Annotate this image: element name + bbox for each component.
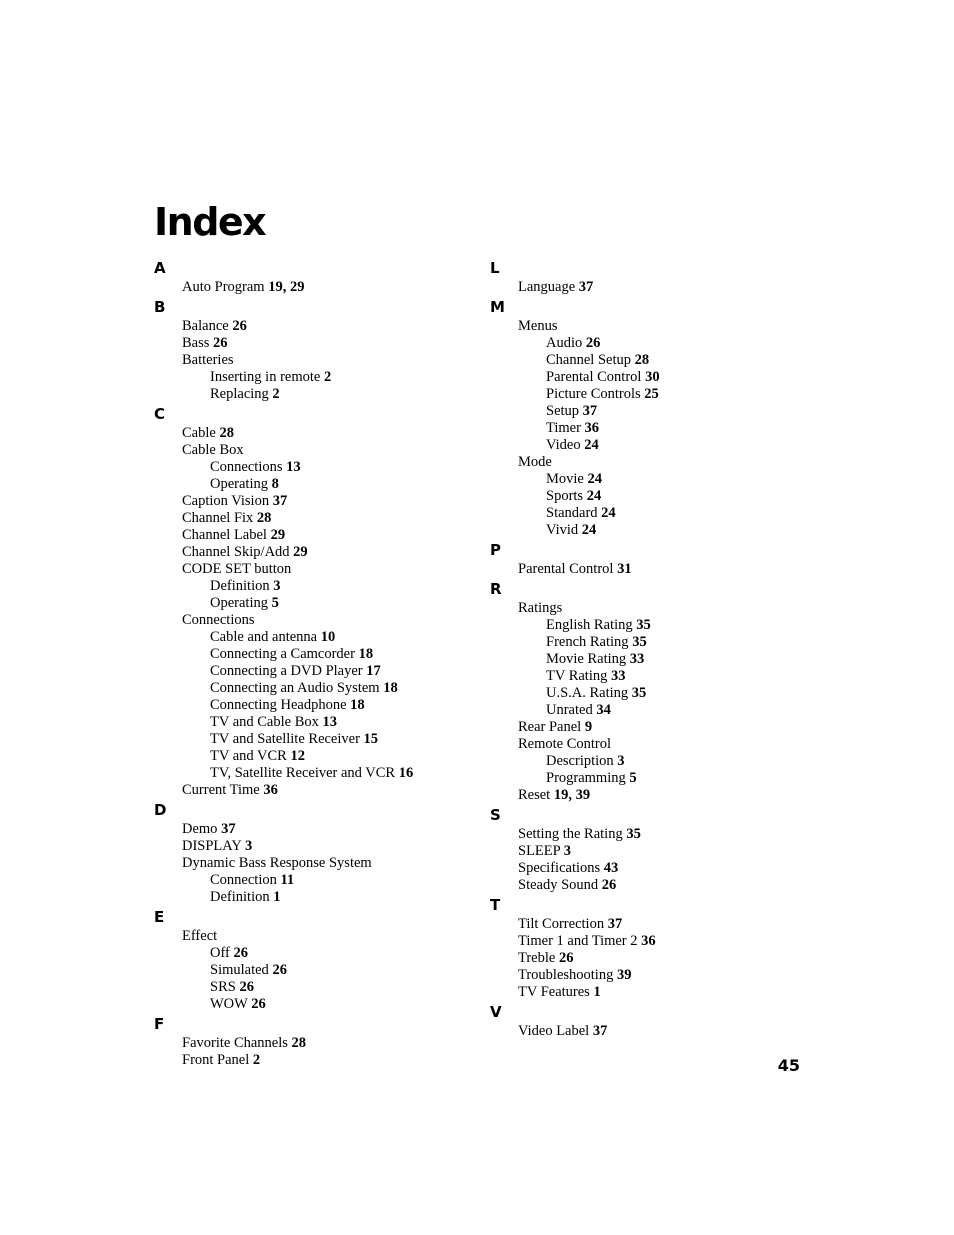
index-entry — [490, 916, 790, 933]
index-subentry — [490, 668, 790, 685]
section-gap — [154, 1069, 454, 1070]
entry-term: TV and Cable Box — [210, 714, 319, 730]
entry-term: Connection — [210, 872, 277, 888]
section-letter: T — [490, 896, 501, 914]
entry-page-ref: 26 — [232, 318, 247, 334]
section-letter: M — [490, 298, 505, 316]
index-entry — [154, 425, 454, 442]
entry-page-ref: 18 — [383, 680, 398, 696]
entry-page-ref: 16 — [398, 765, 414, 781]
entry-page-ref: 1 — [273, 889, 281, 905]
index-entry — [490, 950, 790, 967]
entry-term: Simulated — [210, 962, 269, 978]
index-subentry — [490, 471, 790, 488]
index-subentry — [154, 476, 454, 493]
index-entry — [490, 454, 790, 471]
entry-term: DISPLAY — [182, 838, 242, 854]
index-subentry — [490, 651, 790, 668]
entry-page-ref: 37 — [272, 493, 288, 509]
entry-page-ref: 13 — [286, 459, 301, 475]
entry-term: Cable and antenna — [210, 629, 318, 645]
index-section-c — [154, 404, 454, 800]
index-subentry — [154, 629, 454, 646]
entry-term: Video Label — [518, 1023, 590, 1039]
entry-term: Channel Fix — [182, 510, 254, 526]
entry-term: English Rating — [546, 617, 633, 633]
entry-term: Programming — [546, 770, 626, 786]
entry-term: TV Features — [518, 984, 590, 1000]
index-section-s — [490, 805, 790, 895]
entry-term: Unrated — [546, 702, 593, 718]
entry-page-ref: 18 — [350, 697, 365, 713]
entry-page-ref: 33 — [629, 651, 645, 667]
entry-term: Dynamic Bass Response System — [182, 855, 372, 871]
entry-page-ref: 37 — [607, 916, 623, 932]
entry-page-ref: 8 — [271, 476, 279, 492]
index-subentry — [490, 770, 790, 787]
entry-term: Movie — [546, 471, 584, 487]
entry-term: Bass — [182, 335, 210, 351]
index-entry — [490, 279, 790, 296]
index-subentry — [490, 369, 790, 386]
section-letter: C — [154, 405, 166, 423]
index-entry — [154, 544, 454, 561]
entry-term: Connecting Headphone — [210, 697, 347, 713]
entry-page-ref: 15 — [363, 731, 379, 747]
entry-page-ref: 2 — [323, 369, 332, 385]
index-subentry — [154, 663, 454, 680]
entry-term: Ratings — [518, 600, 563, 616]
section-gap — [490, 1040, 790, 1041]
index-section-r — [490, 579, 790, 805]
entry-term: Cable Box — [182, 442, 244, 458]
entry-term: Definition — [210, 889, 270, 905]
entry-term: Vivid — [546, 522, 579, 538]
entry-term: U.S.A. Rating — [546, 685, 629, 701]
index-section-v — [490, 1002, 790, 1041]
entry-term: Cable — [182, 425, 216, 441]
index-section-a — [154, 258, 454, 297]
page-number: 45 — [777, 1056, 800, 1075]
index-subentry — [154, 646, 454, 663]
index-section-b — [154, 297, 454, 404]
index-entry — [490, 877, 790, 894]
entry-term: Channel Label — [182, 527, 267, 543]
entry-term: Operating — [210, 595, 268, 611]
index-subentry — [490, 505, 790, 522]
entry-term: Timer — [546, 420, 581, 436]
entry-page-ref: 29 — [270, 527, 286, 543]
entry-page-ref: 34 — [596, 702, 611, 718]
entry-term: Tilt Correction — [518, 916, 605, 932]
index-subentry — [490, 617, 790, 634]
index-subentry — [490, 685, 790, 702]
entry-term: Connecting an Audio System — [210, 680, 380, 696]
entry-term: Connecting a DVD Player — [210, 663, 363, 679]
index-entry — [490, 787, 790, 804]
index-section-p — [490, 540, 790, 579]
index-section-f — [154, 1014, 454, 1070]
entry-term: WOW — [210, 996, 248, 1012]
index-entry — [490, 600, 790, 617]
index-section-m — [490, 297, 790, 540]
entry-term: Definition — [210, 578, 270, 594]
section-letter: F — [154, 1015, 165, 1033]
entry-page-ref: 36 — [584, 420, 600, 436]
index-entry — [490, 860, 790, 877]
entry-term: SRS — [210, 979, 236, 995]
entry-page-ref: 37 — [578, 279, 594, 295]
index-subentry — [154, 748, 454, 765]
entry-page-ref: 35 — [632, 634, 647, 650]
index-subentry — [490, 403, 790, 420]
entry-term: Parental Control — [518, 561, 614, 577]
entry-term: Timer 1 and Timer 2 — [518, 933, 638, 949]
entry-term: Reset — [518, 787, 551, 803]
section-letter: D — [154, 801, 167, 819]
entry-page-ref: 10 — [320, 629, 336, 645]
entry-page-ref: 36 — [263, 782, 278, 798]
entry-term: Specifications — [518, 860, 601, 876]
index-subentry — [490, 702, 790, 719]
index-section-l — [490, 258, 790, 297]
entry-page-ref: 17 — [366, 663, 381, 679]
entry-page-ref: 13 — [322, 714, 337, 730]
entry-term: SLEEP — [518, 843, 561, 859]
entry-page-ref: 35 — [631, 685, 647, 701]
entry-page-ref: 3 — [617, 753, 625, 769]
entry-page-ref: 33 — [610, 668, 626, 684]
entry-page-ref: 2 — [252, 1052, 261, 1068]
entry-page-ref: 26 — [601, 877, 617, 893]
index-entry — [154, 1035, 454, 1052]
index-subentry — [490, 753, 790, 770]
entry-term: Connections — [182, 612, 255, 628]
index-entry — [154, 612, 454, 629]
index-entry — [154, 493, 454, 510]
entry-page-ref: 28 — [634, 352, 650, 368]
entry-term: TV, Satellite Receiver and VCR — [210, 765, 396, 781]
index-column-right — [490, 258, 790, 1041]
entry-term: Balance — [182, 318, 229, 334]
index-subentry — [154, 459, 454, 476]
entry-page-ref: 36 — [641, 933, 656, 949]
section-letter: V — [490, 1003, 502, 1021]
entry-term: Description — [546, 753, 614, 769]
index-subentry — [490, 335, 790, 352]
entry-page-ref: 35 — [626, 826, 641, 842]
entry-term: TV and VCR — [210, 748, 287, 764]
entry-page-ref: 24 — [586, 488, 602, 504]
section-letter: S — [490, 806, 501, 824]
entry-page-ref: 29 — [293, 544, 308, 560]
entry-page-ref: 12 — [290, 748, 305, 764]
entry-page-ref: 1 — [593, 984, 601, 1000]
entry-page-ref: 35 — [636, 617, 651, 633]
section-letter: B — [154, 298, 166, 316]
index-entry — [490, 1023, 790, 1040]
entry-page-ref: 3 — [563, 843, 572, 859]
entry-term: Replacing — [210, 386, 269, 402]
entry-term: Audio — [546, 335, 583, 351]
index-subentry — [490, 437, 790, 454]
entry-term: Language — [518, 279, 576, 295]
index-subentry — [154, 714, 454, 731]
section-letter: P — [490, 541, 501, 559]
entry-term: Effect — [182, 928, 218, 944]
entry-term: Parental Control — [546, 369, 642, 385]
entry-page-ref: 26 — [213, 335, 228, 351]
section-letter: E — [154, 908, 165, 926]
entry-page-ref: 11 — [280, 872, 295, 888]
entry-page-ref: 18 — [358, 646, 374, 662]
index-entry — [490, 826, 790, 843]
entry-page-ref: 19, 39 — [553, 787, 591, 803]
index-section-e — [154, 907, 454, 1014]
entry-page-ref: 28 — [291, 1035, 307, 1051]
entry-page-ref: 26 — [272, 962, 287, 978]
index-entry — [154, 561, 454, 578]
index-entry — [490, 561, 790, 578]
index-entry — [154, 928, 454, 945]
entry-term: Front Panel — [182, 1052, 250, 1068]
entry-page-ref: 37 — [592, 1023, 608, 1039]
entry-page-ref: 37 — [221, 821, 236, 837]
entry-term: Rear Panel — [518, 719, 582, 735]
index-subentry — [154, 765, 454, 782]
entry-term: TV Rating — [546, 668, 608, 684]
entry-term: CODE SET button — [182, 561, 292, 577]
entry-term: Setting the Rating — [518, 826, 623, 842]
entry-page-ref: 5 — [271, 595, 279, 611]
index-subentry — [490, 352, 790, 369]
entry-term: Steady Sound — [518, 877, 599, 893]
entry-term: Favorite Channels — [182, 1035, 288, 1051]
index-subentry — [154, 369, 454, 386]
entry-page-ref: 19, 29 — [268, 279, 305, 295]
section-letter: A — [154, 259, 166, 277]
entry-term: Inserting in remote — [210, 369, 321, 385]
entry-term: Standard — [546, 505, 598, 521]
entry-page-ref: 26 — [233, 945, 248, 961]
index-entry — [154, 782, 454, 799]
section-letter: R — [490, 580, 502, 598]
index-column-left — [154, 258, 454, 1070]
entry-term: Batteries — [182, 352, 234, 368]
index-entry — [154, 335, 454, 352]
index-entry — [490, 984, 790, 1001]
index-subentry — [154, 680, 454, 697]
entry-term: Setup — [546, 403, 580, 419]
entry-term: Movie Rating — [546, 651, 627, 667]
entry-page-ref: 25 — [644, 386, 659, 402]
entry-term: Connections — [210, 459, 283, 475]
entry-page-ref: 37 — [582, 403, 598, 419]
index-entry — [154, 352, 454, 369]
entry-page-ref: 3 — [273, 578, 281, 594]
entry-term: Channel Setup — [546, 352, 631, 368]
index-entry — [154, 318, 454, 335]
index-subentry — [154, 872, 454, 889]
entry-page-ref: 24 — [587, 471, 602, 487]
index-subentry — [490, 488, 790, 505]
index-subentry — [490, 634, 790, 651]
entry-term: Mode — [518, 454, 552, 470]
entry-page-ref: 9 — [584, 719, 593, 735]
entry-term: French Rating — [546, 634, 629, 650]
index-entry — [154, 821, 454, 838]
index-entry — [154, 510, 454, 527]
index-subentry — [490, 420, 790, 437]
page-title: Index — [154, 200, 266, 244]
entry-term: Menus — [518, 318, 558, 334]
index-entry — [154, 1052, 454, 1069]
index-entry — [154, 442, 454, 459]
index-subentry — [490, 522, 790, 539]
index-subentry — [154, 979, 454, 996]
index-subentry — [154, 578, 454, 595]
entry-term: Treble — [518, 950, 556, 966]
entry-page-ref: 2 — [272, 386, 280, 402]
index-subentry — [154, 697, 454, 714]
entry-term: Caption Vision — [182, 493, 270, 509]
entry-page-ref: 3 — [244, 838, 253, 854]
index-section-d — [154, 800, 454, 907]
entry-page-ref: 26 — [585, 335, 601, 351]
entry-page-ref: 24 — [584, 437, 599, 453]
index-subentry — [154, 945, 454, 962]
index-entry — [490, 318, 790, 335]
entry-page-ref: 43 — [603, 860, 619, 876]
index-subentry — [154, 889, 454, 906]
index-subentry — [154, 962, 454, 979]
entry-term: Remote Control — [518, 736, 612, 752]
index-subentry — [154, 996, 454, 1013]
index-subentry — [154, 386, 454, 403]
index-entry — [490, 843, 790, 860]
index-subentry — [490, 386, 790, 403]
entry-term: Troubleshooting — [518, 967, 614, 983]
entry-term: Channel Skip/Add — [182, 544, 290, 560]
entry-term: Auto Program — [182, 279, 265, 295]
entry-page-ref: 26 — [558, 950, 574, 966]
index-entry — [154, 279, 454, 296]
entry-page-ref: 5 — [629, 770, 637, 786]
entry-term: Operating — [210, 476, 268, 492]
entry-page-ref: 39 — [616, 967, 632, 983]
index-entry — [154, 855, 454, 872]
entry-term: Connecting a Camcorder — [210, 646, 355, 662]
entry-term: Video — [546, 437, 581, 453]
index-entry — [490, 719, 790, 736]
index-entry — [490, 933, 790, 950]
index-subentry — [154, 595, 454, 612]
section-letter: L — [490, 259, 500, 277]
entry-page-ref: 31 — [617, 561, 632, 577]
entry-page-ref: 30 — [645, 369, 660, 385]
entry-term: Demo — [182, 821, 218, 837]
index-entry — [490, 967, 790, 984]
entry-page-ref: 28 — [256, 510, 272, 526]
entry-term: Sports — [546, 488, 584, 504]
entry-page-ref: 24 — [581, 522, 597, 538]
entry-term: Current Time — [182, 782, 260, 798]
entry-term: Picture Controls — [546, 386, 641, 402]
entry-page-ref: 28 — [219, 425, 234, 441]
entry-term: Off — [210, 945, 230, 961]
entry-page-ref: 26 — [239, 979, 254, 995]
index-entry — [154, 527, 454, 544]
entry-page-ref: 24 — [601, 505, 616, 521]
entry-page-ref: 26 — [251, 996, 266, 1012]
entry-term: TV and Satellite Receiver — [210, 731, 360, 747]
index-entry — [490, 736, 790, 753]
index-subentry — [154, 731, 454, 748]
index-section-t — [490, 895, 790, 1002]
index-entry — [154, 838, 454, 855]
